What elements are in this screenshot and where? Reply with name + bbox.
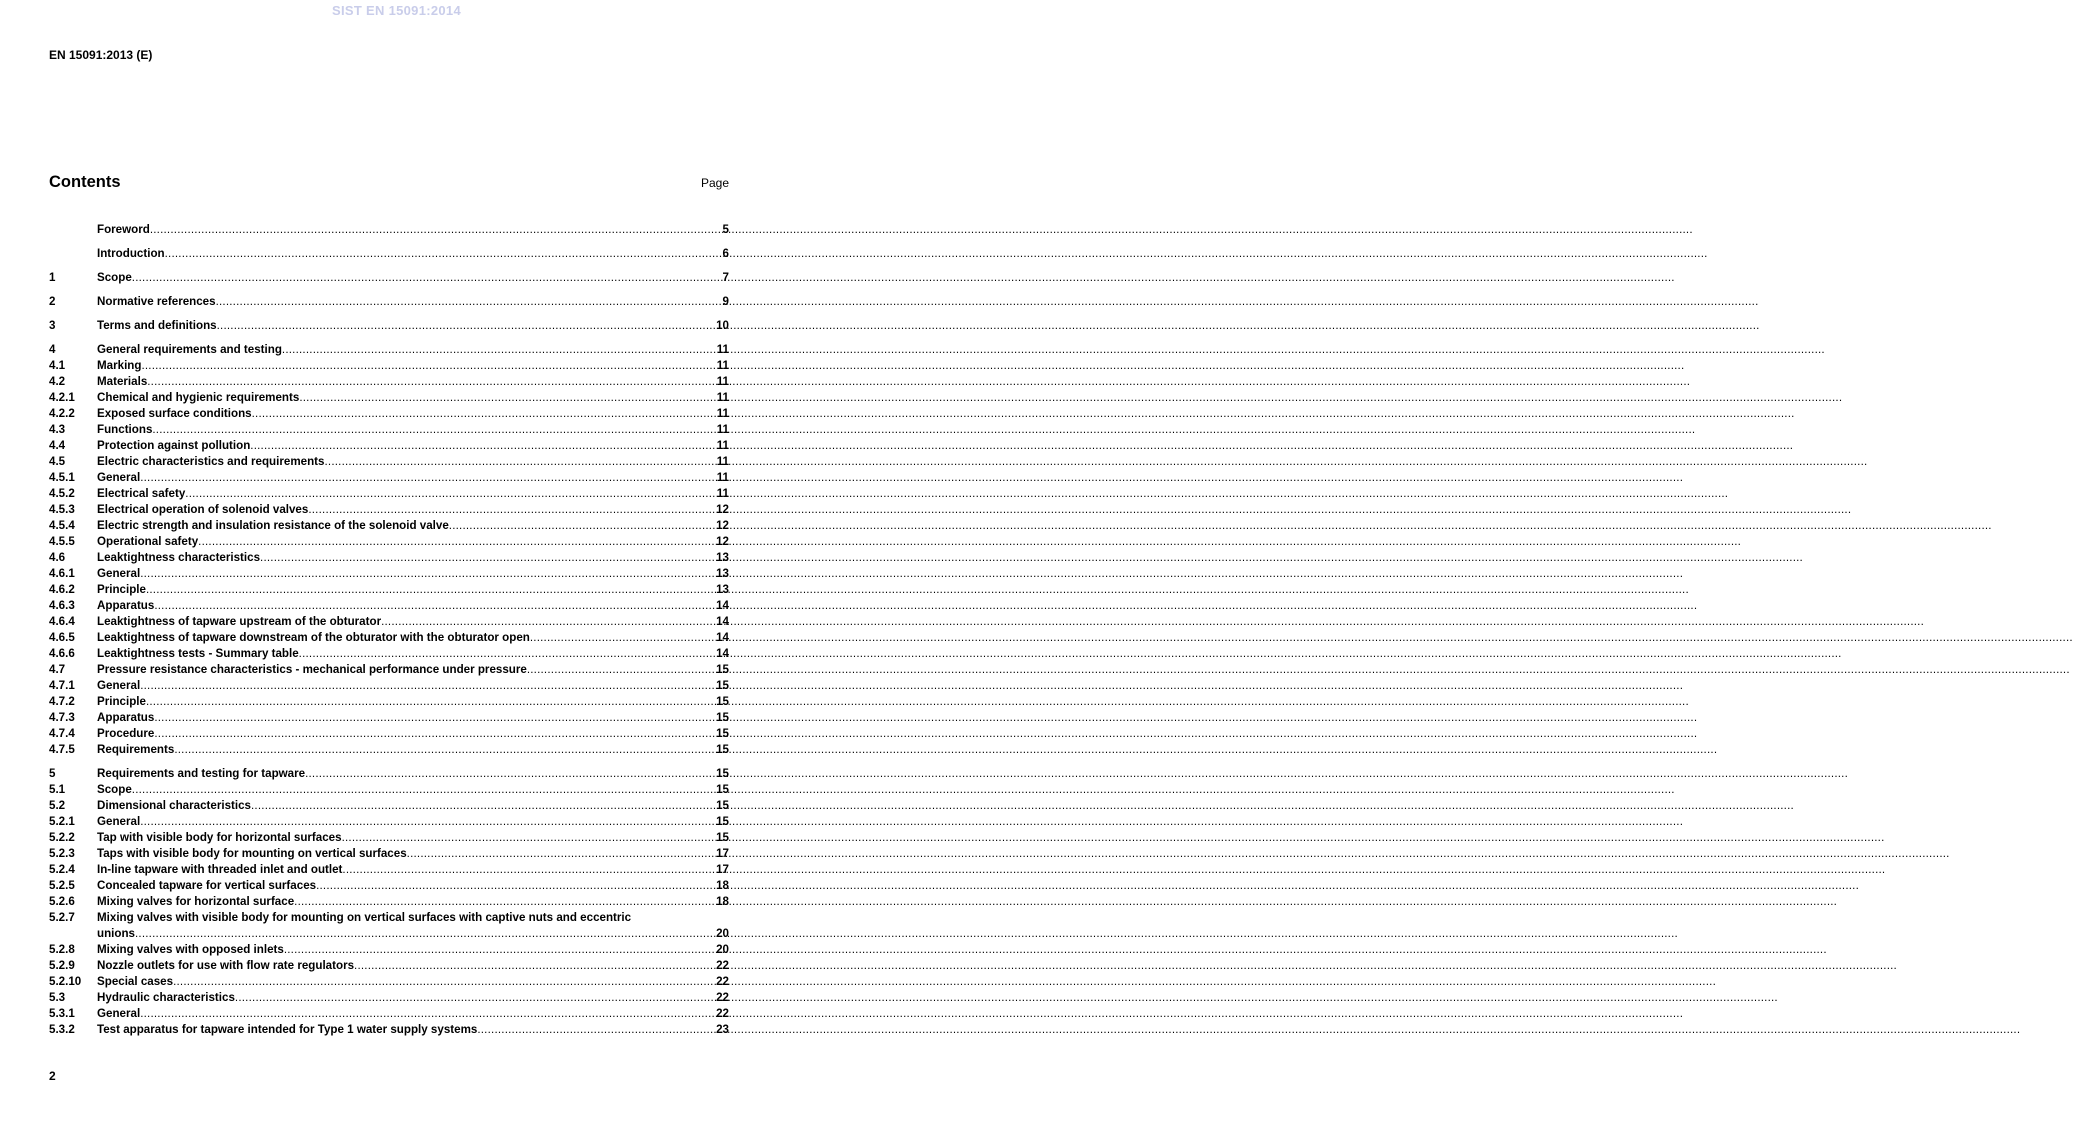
toc-leader-dots bbox=[174, 742, 716, 758]
toc-entry[interactable] bbox=[49, 942, 729, 958]
toc-leader-dots bbox=[282, 342, 717, 358]
toc-entry-title: unions bbox=[97, 927, 135, 940]
toc-entry-number: 4.6.3 bbox=[49, 599, 75, 612]
toc-entry-title: Test apparatus for tapware intended for Type 1 water supply systems bbox=[97, 1023, 478, 1036]
toc-entry[interactable] bbox=[49, 878, 729, 894]
toc-entry-title: Principle bbox=[97, 695, 146, 708]
toc-entry-title: Foreword bbox=[97, 223, 150, 236]
toc-entry-title: Operational safety bbox=[97, 535, 199, 548]
toc-leader-dots bbox=[477, 1022, 716, 1038]
toc-entry-page: 13 bbox=[716, 551, 729, 564]
toc-entry-number: 5.2.2 bbox=[49, 831, 75, 844]
toc-leader-dots bbox=[154, 726, 716, 742]
toc-entry-title: General bbox=[97, 1007, 141, 1020]
toc-entry-title: Chemical and hygienic requirements bbox=[97, 391, 300, 404]
toc-entry-number: 4.4 bbox=[49, 439, 66, 452]
toc-entry-title: Hydraulic characteristics bbox=[97, 991, 235, 1004]
toc-entry-title: Marking bbox=[97, 359, 142, 372]
toc-entry[interactable] bbox=[49, 470, 729, 486]
toc-entry-number: 4.5.3 bbox=[49, 503, 75, 516]
toc-entry-number: 4 bbox=[49, 343, 56, 356]
toc-leader-dots bbox=[342, 830, 717, 846]
toc-entry-title: Principle bbox=[97, 583, 146, 596]
toc-entry-page: 11 bbox=[716, 455, 729, 468]
toc-leader-dots bbox=[251, 798, 716, 814]
toc-entry-number: 2 bbox=[49, 295, 56, 308]
toc-entry[interactable] bbox=[49, 358, 729, 374]
toc-entry-number: 5.2.1 bbox=[49, 815, 75, 828]
toc-entry[interactable] bbox=[49, 630, 729, 646]
toc-entry-number: 4.7 bbox=[49, 663, 66, 676]
toc-entry-number: 4.6.1 bbox=[49, 567, 75, 580]
toc-entry[interactable] bbox=[49, 782, 729, 798]
toc-entry-number: 4.6.6 bbox=[49, 647, 75, 660]
toc-leader-dots bbox=[185, 486, 716, 502]
toc-entry-number: 4.1 bbox=[49, 359, 66, 372]
toc-entry-page: 15 bbox=[716, 679, 729, 692]
toc-entry[interactable] bbox=[49, 958, 729, 974]
toc-entry-page: 11 bbox=[716, 359, 729, 372]
toc-entry-page: 11 bbox=[716, 439, 729, 452]
toc-leader-dots bbox=[381, 614, 716, 630]
toc-entry-title: Electrical operation of solenoid valves bbox=[97, 503, 309, 516]
toc-entry-title: Apparatus bbox=[97, 711, 155, 724]
toc-entry-page: 15 bbox=[716, 695, 729, 708]
toc-leader-dots bbox=[140, 566, 716, 582]
toc-entry[interactable] bbox=[49, 766, 729, 782]
toc-entry-number: 4.7.3 bbox=[49, 711, 75, 724]
toc-leader-dots bbox=[132, 782, 716, 798]
toc-entry-page: 17 bbox=[716, 863, 729, 876]
toc-entry-page: 14 bbox=[716, 615, 729, 628]
toc-entry-title: Exposed surface conditions bbox=[97, 407, 252, 420]
toc-entry-page: 22 bbox=[716, 959, 729, 972]
toc-entry[interactable] bbox=[49, 390, 729, 406]
toc-entry-page: 11 bbox=[716, 343, 729, 356]
toc-entry-title: Nozzle outlets for use with flow rate regulators bbox=[97, 959, 355, 972]
toc-entry[interactable] bbox=[49, 974, 729, 990]
toc-entry-page: 11 bbox=[716, 471, 729, 484]
toc-entry[interactable] bbox=[49, 502, 729, 518]
toc-entry-page: 11 bbox=[716, 407, 729, 420]
toc-leader-dots bbox=[216, 294, 723, 310]
toc-entry-page: 22 bbox=[716, 991, 729, 1004]
toc-entry-number: 5.2.7 bbox=[49, 911, 75, 924]
toc-leader-dots bbox=[407, 846, 716, 862]
toc-entry-page: 15 bbox=[716, 815, 729, 828]
toc-entry[interactable] bbox=[49, 294, 729, 310]
toc-entry-title: Materials bbox=[97, 375, 148, 388]
toc-leader-dots bbox=[527, 662, 716, 678]
toc-entry-page: 15 bbox=[716, 711, 729, 724]
toc-entry[interactable] bbox=[49, 246, 729, 262]
toc-entry-number: 4.3 bbox=[49, 423, 66, 436]
toc-entry-number: 5.1 bbox=[49, 783, 66, 796]
toc-entry[interactable] bbox=[49, 222, 729, 238]
toc-leader-dots bbox=[140, 814, 716, 830]
toc-entry-title: Special cases bbox=[97, 975, 174, 988]
toc-entry-number: 3 bbox=[49, 319, 56, 332]
toc-leader-dots bbox=[308, 502, 716, 518]
toc-leader-dots bbox=[147, 374, 716, 390]
toc-entry[interactable] bbox=[49, 342, 729, 358]
toc-entry-page: 11 bbox=[716, 375, 729, 388]
toc-entry-page: 15 bbox=[716, 663, 729, 676]
toc-leader-dots bbox=[154, 710, 716, 726]
toc-entry[interactable] bbox=[49, 846, 729, 862]
toc-entry[interactable] bbox=[49, 726, 729, 742]
toc-entry-title: Introduction bbox=[97, 247, 165, 260]
contents-title: Contents bbox=[49, 173, 121, 191]
toc-entry[interactable] bbox=[49, 926, 729, 942]
toc-entry-title: Mixing valves with visible body for mounting on vertical surfaces with captive nuts and eccentric bbox=[97, 911, 632, 924]
toc-entry-page: 9 bbox=[722, 295, 729, 308]
toc-entry-title: Mixing valves with opposed inlets bbox=[97, 943, 284, 956]
toc-entry[interactable] bbox=[49, 990, 729, 1006]
toc-entry[interactable] bbox=[49, 270, 729, 286]
toc-entry-title: General bbox=[97, 815, 141, 828]
toc-entry-title: In-line tapware with threaded inlet and outlet bbox=[97, 863, 343, 876]
toc-entry-number: 4.7.5 bbox=[49, 743, 75, 756]
toc-entry-number: 4.5 bbox=[49, 455, 66, 468]
toc-leader-dots bbox=[294, 894, 716, 910]
toc-entry-title: Pressure resistance characteristics - mechanical performance under pressure bbox=[97, 663, 527, 676]
page-column-label: Page bbox=[700, 176, 729, 190]
toc-leader-dots bbox=[132, 270, 723, 286]
toc-entry[interactable] bbox=[49, 454, 729, 470]
toc-entry-page: 22 bbox=[716, 1007, 729, 1020]
toc-entry[interactable] bbox=[49, 582, 729, 598]
toc-leader-dots bbox=[173, 974, 716, 990]
toc-entry-title: Taps with visible body for mounting on vertical surfaces bbox=[97, 847, 407, 860]
toc-leader-dots bbox=[305, 766, 716, 782]
toc-entry[interactable] bbox=[49, 438, 729, 454]
toc-leader-dots bbox=[165, 246, 723, 262]
footer-page-number: 2 bbox=[49, 1069, 56, 1083]
toc-leader-dots bbox=[198, 534, 716, 550]
toc-entry-number: 5.3 bbox=[49, 991, 66, 1004]
toc-leader-dots bbox=[299, 390, 716, 406]
toc-entry[interactable] bbox=[49, 662, 729, 678]
toc-entry-page: 10 bbox=[716, 319, 729, 332]
toc-leader-dots bbox=[449, 518, 716, 534]
toc-entry-page: 12 bbox=[716, 535, 729, 548]
toc-entry-number: 1 bbox=[49, 271, 56, 284]
toc-entry-title: Requirements and testing for tapware bbox=[97, 767, 306, 780]
toc-entry[interactable] bbox=[49, 710, 729, 726]
toc-entry-title: General bbox=[97, 567, 141, 580]
toc-entry[interactable] bbox=[49, 1022, 729, 1038]
toc-entry-title: Leaktightness tests - Summary table bbox=[97, 647, 299, 660]
toc-entry-title: Dimensional characteristics bbox=[97, 799, 252, 812]
toc-entry-page: 11 bbox=[716, 423, 729, 436]
toc-leader-dots bbox=[260, 550, 716, 566]
toc-entry-title: General bbox=[97, 471, 141, 484]
toc-entry-title: Leaktightness of tapware upstream of the obturator bbox=[97, 615, 382, 628]
toc-leader-dots bbox=[342, 862, 716, 878]
toc-leader-dots bbox=[152, 422, 716, 438]
toc-entry-number: 4.2.2 bbox=[49, 407, 75, 420]
toc-leader-dots bbox=[146, 582, 716, 598]
toc-entry[interactable] bbox=[49, 678, 729, 694]
toc-entry[interactable] bbox=[49, 742, 729, 758]
toc-entry-number: 4.5.5 bbox=[49, 535, 75, 548]
toc-entry-page: 20 bbox=[716, 927, 729, 940]
toc-leader-dots bbox=[235, 990, 716, 1006]
toc-entry-number: 5.3.1 bbox=[49, 1007, 75, 1020]
toc-entry-page: 12 bbox=[716, 519, 729, 532]
toc-leader-dots bbox=[140, 470, 717, 486]
toc-entry-number: 4.7.2 bbox=[49, 695, 75, 708]
toc-leader-dots bbox=[135, 926, 716, 942]
toc-entry-number: 4.5.4 bbox=[49, 519, 75, 532]
toc-entry-page: 18 bbox=[716, 879, 729, 892]
toc-entry[interactable] bbox=[49, 406, 729, 422]
toc-entry-title: Requirements bbox=[97, 743, 175, 756]
toc-entry[interactable] bbox=[49, 694, 729, 710]
toc-entry-title: Terms and definitions bbox=[97, 319, 217, 332]
toc-entry[interactable] bbox=[49, 550, 729, 566]
toc-entry[interactable] bbox=[49, 1006, 729, 1022]
toc-entry-title: Procedure bbox=[97, 727, 155, 740]
watermark: SIST EN 15091:2014 bbox=[332, 3, 461, 18]
toc-entry-page: 23 bbox=[716, 1023, 729, 1036]
toc-entry-page: 14 bbox=[716, 647, 729, 660]
toc-entry[interactable] bbox=[49, 318, 729, 334]
toc-entry-title: Electrical safety bbox=[97, 487, 186, 500]
toc-entry-page: 14 bbox=[716, 631, 729, 644]
toc-entry-number: 5.2.8 bbox=[49, 943, 75, 956]
toc-entry-page: 12 bbox=[716, 503, 729, 516]
toc-entry-number: 4.2.1 bbox=[49, 391, 75, 404]
toc-entry-number: 4.6 bbox=[49, 551, 66, 564]
toc-entry-title: Electric characteristics and requirements bbox=[97, 455, 325, 468]
toc-entry-title: Protection against pollution bbox=[97, 439, 251, 452]
toc-entry-number: 5.2.6 bbox=[49, 895, 75, 908]
toc-entry[interactable] bbox=[49, 486, 729, 502]
toc-entry-page: 11 bbox=[716, 391, 729, 404]
toc-entry-title: Leaktightness of tapware downstream of the obturator with the obturator open bbox=[97, 631, 530, 644]
toc-entry-page: 13 bbox=[716, 567, 729, 580]
toc-entry-number: 4.7.1 bbox=[49, 679, 75, 692]
toc-entry[interactable] bbox=[49, 830, 729, 846]
toc-entry-page: 13 bbox=[716, 583, 729, 596]
toc-entry-page: 7 bbox=[722, 271, 729, 284]
toc-entry-number: 5.2 bbox=[49, 799, 66, 812]
toc-entry[interactable] bbox=[49, 798, 729, 814]
toc-leader-dots bbox=[316, 878, 716, 894]
toc-entry-page: 15 bbox=[716, 743, 729, 756]
toc-entry-number: 4.6.2 bbox=[49, 583, 75, 596]
toc-entry-page: 15 bbox=[716, 727, 729, 740]
toc-entry-title: Tap with visible body for horizontal surfaces bbox=[97, 831, 342, 844]
toc-entry-number: 4.6.4 bbox=[49, 615, 75, 628]
toc-entry[interactable] bbox=[49, 374, 729, 390]
toc-entry-title: Concealed tapware for vertical surfaces bbox=[97, 879, 317, 892]
toc-entry-title: Normative references bbox=[97, 295, 216, 308]
toc-entry-title: Leaktightness characteristics bbox=[97, 551, 261, 564]
toc-entry-page: 15 bbox=[716, 767, 729, 780]
toc-entry-number: 5.2.5 bbox=[49, 879, 75, 892]
toc-entry-page: 14 bbox=[716, 599, 729, 612]
toc-entry-title: Scope bbox=[97, 271, 132, 284]
toc-entry-title: General requirements and testing bbox=[97, 343, 282, 356]
toc-entry-page: 17 bbox=[716, 847, 729, 860]
toc-leader-dots bbox=[324, 454, 716, 470]
toc-entry-title: Apparatus bbox=[97, 599, 155, 612]
toc-leader-dots bbox=[150, 222, 723, 238]
toc-entry-number: 4.5.2 bbox=[49, 487, 75, 500]
toc-leader-dots bbox=[154, 598, 716, 614]
toc-entry[interactable] bbox=[49, 814, 729, 830]
toc-entry[interactable] bbox=[49, 598, 729, 614]
toc-leader-dots bbox=[146, 694, 716, 710]
toc-entry-title: Electric strength and insulation resistance of the solenoid valve bbox=[97, 519, 449, 532]
toc-leader-dots bbox=[299, 646, 716, 662]
toc-entry[interactable] bbox=[49, 646, 729, 662]
toc-entry-page: 20 bbox=[716, 943, 729, 956]
toc-leader-dots bbox=[141, 358, 716, 374]
toc-entry[interactable] bbox=[49, 566, 729, 582]
toc-entry[interactable] bbox=[49, 862, 729, 878]
toc-leader-dots bbox=[284, 942, 716, 958]
toc-entry-number: 4.2 bbox=[49, 375, 66, 388]
toc-entry-page: 18 bbox=[716, 895, 729, 908]
toc-entry-number: 5.2.4 bbox=[49, 863, 75, 876]
toc-entry[interactable] bbox=[49, 894, 729, 910]
toc-leader-dots bbox=[354, 958, 716, 974]
toc-leader-dots bbox=[530, 630, 716, 646]
toc-entry[interactable] bbox=[49, 614, 729, 630]
toc-leader-dots bbox=[252, 406, 717, 422]
toc-entry[interactable] bbox=[49, 910, 729, 926]
toc-entry[interactable] bbox=[49, 518, 729, 534]
toc-leader-dots bbox=[140, 1006, 716, 1022]
table-of-contents bbox=[49, 222, 729, 1038]
toc-entry-title: General bbox=[97, 679, 141, 692]
toc-entry-page: 15 bbox=[716, 831, 729, 844]
toc-entry-title: Mixing valves for horizontal surface bbox=[97, 895, 295, 908]
toc-entry[interactable] bbox=[49, 422, 729, 438]
toc-entry-title: Functions bbox=[97, 423, 153, 436]
toc-entry[interactable] bbox=[49, 534, 729, 550]
toc-entry-number: 5 bbox=[49, 767, 56, 780]
toc-entry-page: 15 bbox=[716, 799, 729, 812]
toc-entry-page: 22 bbox=[716, 975, 729, 988]
toc-entry-number: 5.2.3 bbox=[49, 847, 75, 860]
toc-entry-title: Scope bbox=[97, 783, 132, 796]
toc-entry-page: 6 bbox=[722, 247, 729, 260]
document-id: EN 15091:2013 (E) bbox=[49, 48, 153, 62]
toc-entry-number: 5.2.9 bbox=[49, 959, 75, 972]
toc-leader-dots bbox=[140, 678, 716, 694]
toc-entry-number: 4.6.5 bbox=[49, 631, 75, 644]
toc-entry-number: 5.3.2 bbox=[49, 1023, 75, 1036]
toc-entry-page: 15 bbox=[716, 783, 729, 796]
toc-entry-number: 4.5.1 bbox=[49, 471, 75, 484]
toc-leader-dots bbox=[250, 438, 716, 454]
toc-entry-page: 11 bbox=[716, 487, 729, 500]
toc-leader-dots bbox=[217, 318, 716, 334]
toc-entry-page: 5 bbox=[722, 223, 729, 236]
toc-entry-number: 5.2.10 bbox=[49, 975, 82, 988]
toc-entry-number: 4.7.4 bbox=[49, 727, 75, 740]
